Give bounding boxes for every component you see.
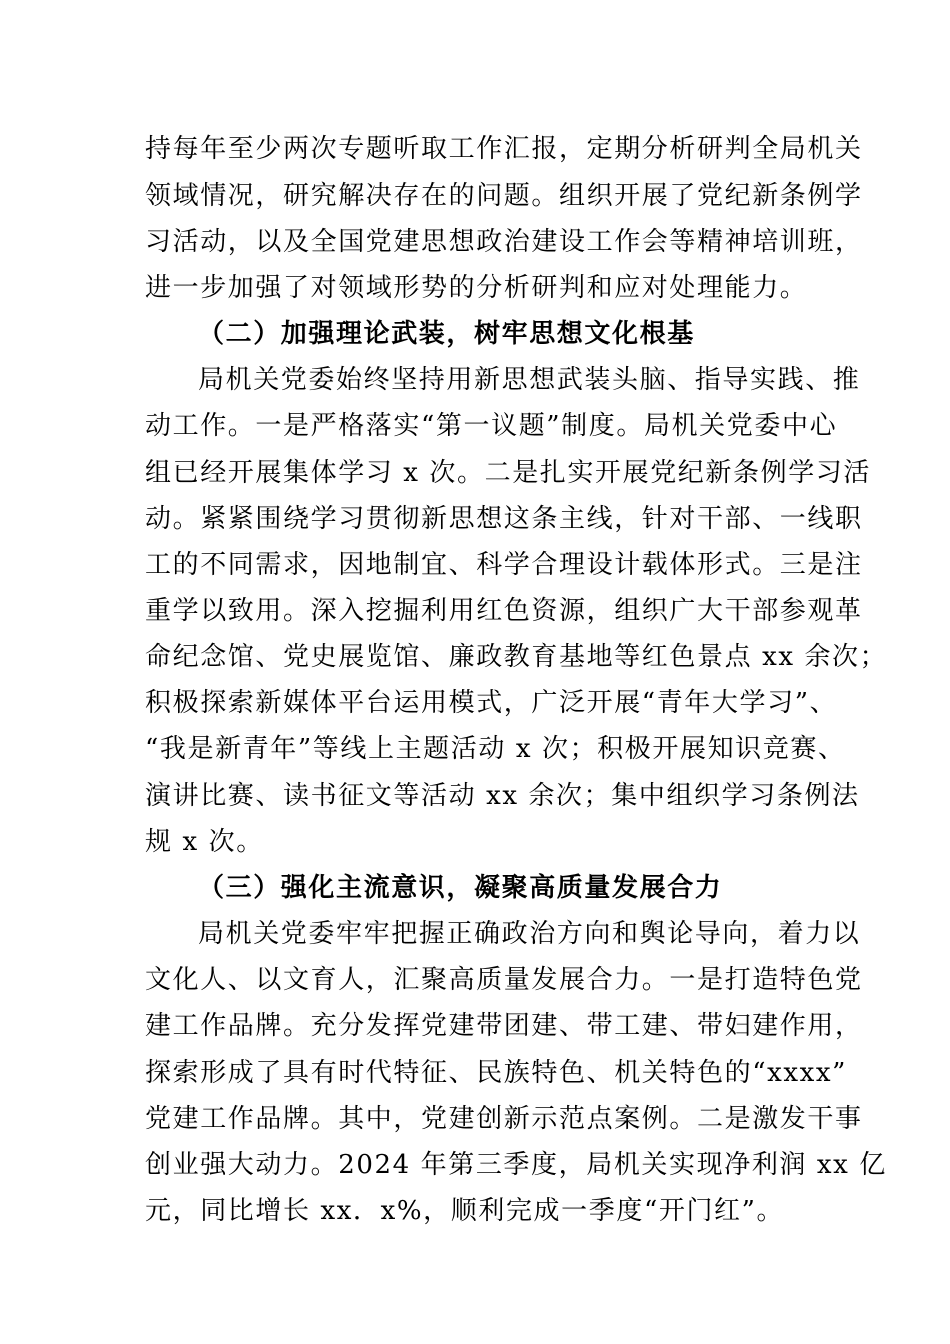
paragraph-line: 积极探索新媒体平台运用模式，广泛开展“青年大学习”、	[145, 688, 838, 718]
paragraph-line: 局机关党委牢牢把握正确政治方向和舆论导向，着力以	[198, 919, 861, 949]
section-heading: （二）加强理论武装，树牢思想文化根基	[198, 319, 695, 349]
paragraph-line: 领域情况，研究解决存在的问题。组织开展了党纪新条例学	[145, 181, 863, 211]
paragraph-line: “我是新青年”等线上主题活动 x 次；积极开展知识竞赛、	[145, 734, 846, 764]
paragraph-line: 规 x 次。	[145, 827, 264, 857]
paragraph-line: 党建工作品牌。其中，党建创新示范点案例。二是激发干事	[145, 1104, 863, 1134]
paragraph-line: 进一步加强了对领域形势的分析研判和应对处理能力。	[145, 273, 808, 303]
paragraph-line: 习活动，以及全国党建思想政治建设工作会等精神培训班，	[145, 227, 863, 257]
paragraph-line: 建工作品牌。充分发挥党建带团建、带工建、带妇建作用，	[145, 1011, 863, 1041]
paragraph-line: 组已经开展集体学习 x 次。二是扎实开展党纪新条例学习活	[145, 458, 871, 488]
paragraph-line: 命纪念馆、党史展览馆、廉政教育基地等红色景点 xx 余次；	[145, 642, 888, 672]
paragraph-line: 动工作。一是严格落实“第一议题”制度。局机关党委中心	[145, 411, 838, 441]
paragraph-line: 演讲比赛、读书征文等活动 xx 余次；集中组织学习条例法	[145, 781, 860, 811]
paragraph-line: 创业强大动力。2024 年第三季度，局机关实现净利润 xx 亿	[145, 1150, 887, 1180]
paragraph-line: 元，同比增长 xx．x%，顺利完成一季度“开门红”。	[145, 1196, 785, 1226]
paragraph-line: 文化人、以文育人，汇聚高质量发展合力。一是打造特色党	[145, 965, 863, 995]
paragraph-line: 探索形成了具有时代特征、民族特色、机关特色的“xxxx”	[145, 1058, 848, 1088]
paragraph-line: 工的不同需求，因地制宜、科学合理设计载体形式。三是注	[145, 550, 863, 580]
paragraph-line: 动。紧紧围绕学习贯彻新思想这条主线，针对干部、一线职	[145, 504, 863, 534]
paragraph-line: 局机关党委始终坚持用新思想武装头脑、指导实践、推	[198, 365, 861, 395]
paragraph-line: 重学以致用。深入挖掘利用红色资源，组织广大干部参观革	[145, 596, 863, 626]
section-heading: （三）强化主流意识，凝聚高质量发展合力	[198, 873, 723, 903]
paragraph-line: 持每年至少两次专题听取工作汇报，定期分析研判全局机关	[145, 134, 863, 164]
